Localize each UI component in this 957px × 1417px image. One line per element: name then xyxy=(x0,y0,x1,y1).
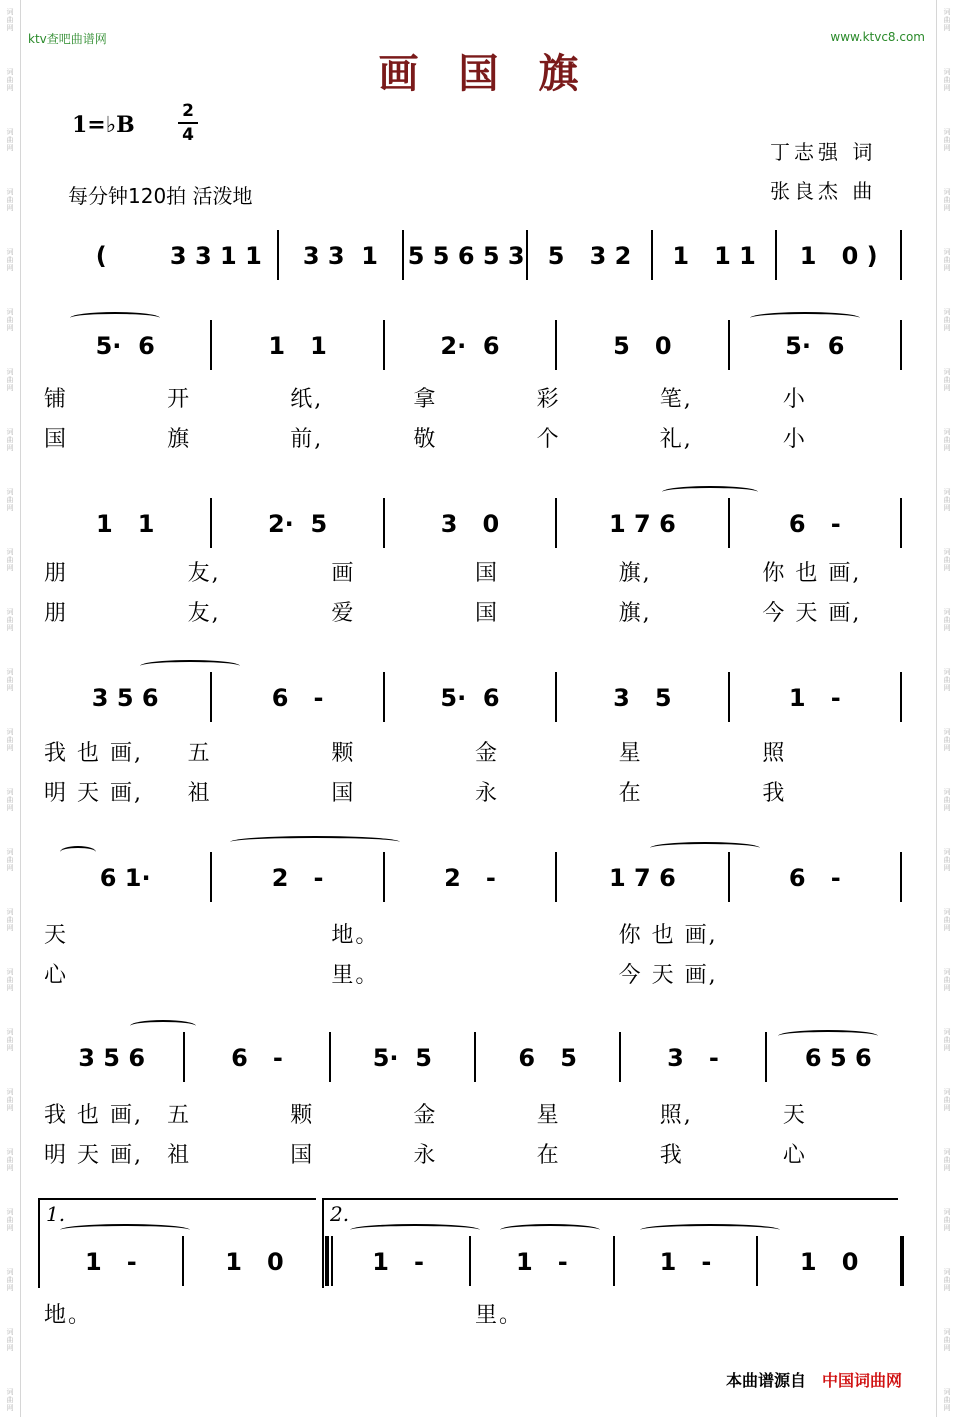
note-group: 6 - xyxy=(271,684,324,712)
left-site-label[interactable]: ktv查吧曲谱网 xyxy=(28,32,107,46)
bar-line xyxy=(210,852,212,902)
lyric-syllable: 今 天 画, xyxy=(618,963,718,988)
bar-line xyxy=(210,498,212,548)
note-group: 3 5 6 xyxy=(91,684,159,712)
note-group: 5 3 2 xyxy=(547,242,632,270)
lyric-syllable: 五 xyxy=(167,1103,192,1128)
right-watermark-strip xyxy=(936,0,957,1417)
slur-mark xyxy=(130,1020,196,1032)
watermark-text: 词 曲 网 xyxy=(6,1388,14,1412)
watermark-text: 词 曲 网 xyxy=(6,128,14,152)
note-group: 1 7 6 xyxy=(608,510,676,538)
note-group: 2· 6 xyxy=(440,332,500,360)
lyric-syllable: 天 xyxy=(782,1103,807,1128)
bar-line xyxy=(402,230,404,280)
lyric-syllable: 前, xyxy=(290,427,324,452)
time-signature-top: 2 xyxy=(182,101,194,121)
lyric-syllable: 开 xyxy=(167,387,192,412)
bar-line xyxy=(728,672,730,722)
watermark-text: 词 曲 网 xyxy=(943,1028,951,1052)
bar-line xyxy=(329,1032,331,1082)
note-group: 1 - xyxy=(515,1248,568,1276)
key-signature: 1=♭B xyxy=(72,112,135,138)
watermark-text: 词 曲 网 xyxy=(943,1388,951,1412)
bar-line xyxy=(555,498,557,548)
note-group: 6 - xyxy=(788,864,841,892)
bar-line xyxy=(210,672,212,722)
lyric-syllable: 友, xyxy=(187,601,221,626)
note-group: 1 - xyxy=(788,684,841,712)
watermark-text: 词 曲 网 xyxy=(943,1328,951,1352)
bar-line xyxy=(555,852,557,902)
lyric-syllable: 永 xyxy=(475,781,500,806)
first-ending-label: 1. xyxy=(46,1202,66,1226)
lyric-syllable: 彩 xyxy=(536,387,561,412)
watermark-text: 词 曲 网 xyxy=(6,968,14,992)
slur-mark xyxy=(650,842,760,854)
watermark-text: 词 曲 网 xyxy=(6,1088,14,1112)
lyric-syllable: 拿 xyxy=(413,387,438,412)
watermark-text: 词 曲 网 xyxy=(6,248,14,272)
slur-mark xyxy=(662,486,758,498)
lyric-syllable: 画 xyxy=(331,561,356,586)
lyric-syllable: 爱 xyxy=(331,601,356,626)
lyric-syllable: 旗, xyxy=(618,561,652,586)
note-group: 1 - xyxy=(659,1248,712,1276)
bar-line xyxy=(383,320,385,370)
watermark-text: 词 曲 网 xyxy=(6,1328,14,1352)
lyric-syllable: 颗 xyxy=(331,741,356,766)
slur-mark xyxy=(350,1224,480,1236)
bar-line xyxy=(728,852,730,902)
lyric-syllable: 明 天 画, xyxy=(44,1143,143,1168)
lyric-syllable: 你 也 画, xyxy=(618,923,718,948)
note-group: 6 1· xyxy=(99,864,151,892)
source-site-link[interactable]: 中国词曲网 xyxy=(822,1371,903,1390)
note-group: 3 5 xyxy=(613,684,672,712)
watermark-text: 词 曲 网 xyxy=(943,488,951,512)
note-group: 5· 5 xyxy=(372,1044,432,1072)
note-group: 1 0 ) xyxy=(799,242,878,270)
watermark-text: 词 曲 网 xyxy=(6,1148,14,1172)
lyric-syllable: 旗, xyxy=(618,601,652,626)
lyric-syllable: 小 xyxy=(782,387,807,412)
lyric-syllable: 地。 xyxy=(331,923,380,948)
lyric-syllable: 地。 xyxy=(44,1303,93,1328)
bar-line xyxy=(619,1032,621,1082)
watermark-text: 词 曲 网 xyxy=(6,728,14,752)
note-group: 1 0 xyxy=(799,1248,859,1276)
watermark-text: 词 曲 网 xyxy=(6,848,14,872)
lyric-syllable: 颗 xyxy=(290,1103,315,1128)
watermark-text: 词 曲 网 xyxy=(6,368,14,392)
note-group: 1 1 1 xyxy=(672,242,756,270)
watermark-text: 词 曲 网 xyxy=(943,8,951,32)
lyric-syllable: 礼, xyxy=(659,427,693,452)
note-group: 6 - xyxy=(788,510,841,538)
lyric-syllable: 旗 xyxy=(167,427,192,452)
lyric-syllable: 个 xyxy=(536,427,561,452)
lyric-syllable: 我 也 画, xyxy=(44,1103,143,1128)
note-group: 5· 6 xyxy=(95,332,155,360)
bar-line xyxy=(526,230,528,280)
watermark-text: 词 曲 网 xyxy=(6,488,14,512)
final-bar-line xyxy=(900,1236,904,1286)
lyric-syllable: 国 xyxy=(331,781,356,806)
bar-line xyxy=(900,672,902,722)
lyric-syllable: 朋 xyxy=(44,601,69,626)
bar-line xyxy=(728,320,730,370)
watermark-text: 词 曲 网 xyxy=(6,548,14,572)
lyric-syllable: 祖 xyxy=(167,1143,192,1168)
note-group: 5 5 6 5 3 xyxy=(407,242,525,270)
source-label: 本曲谱源自 xyxy=(726,1371,807,1390)
watermark-text: 词 曲 网 xyxy=(6,428,14,452)
slur-mark xyxy=(500,1224,600,1236)
watermark-text: 词 曲 网 xyxy=(943,848,951,872)
lyric-syllable: 友, xyxy=(187,561,221,586)
second-ending-bracket xyxy=(322,1198,898,1288)
note-group: 3 3 1 1 xyxy=(169,242,262,270)
lyric-syllable: 星 xyxy=(618,741,643,766)
slur-mark xyxy=(60,1224,190,1236)
watermark-text: 词 曲 网 xyxy=(943,128,951,152)
lyric-syllable: 祖 xyxy=(187,781,212,806)
note-group: 5 0 xyxy=(613,332,672,360)
note-group: 6 5 xyxy=(518,1044,577,1072)
slur-mark xyxy=(640,1224,780,1236)
watermark-text: 词 曲 网 xyxy=(943,968,951,992)
watermark-text: 词 曲 网 xyxy=(943,788,951,812)
lyric-syllable: 国 xyxy=(290,1143,315,1168)
lyric-syllable: 国 xyxy=(475,601,500,626)
bar-line xyxy=(383,852,385,902)
lyric-syllable: 在 xyxy=(536,1143,561,1168)
watermark-text: 词 曲 网 xyxy=(943,428,951,452)
lyric-syllable: 你 也 画, xyxy=(762,561,862,586)
bar-line xyxy=(383,672,385,722)
note-group: 1 - xyxy=(372,1248,425,1276)
note-group: ( xyxy=(95,242,107,270)
note-group: 1 1 xyxy=(268,332,327,360)
bar-line xyxy=(728,498,730,548)
watermark-text: 词 曲 网 xyxy=(943,248,951,272)
bar-line xyxy=(383,498,385,548)
bar-line xyxy=(555,672,557,722)
note-group: 3 0 xyxy=(440,510,500,538)
note-group: 1 0 xyxy=(225,1248,284,1276)
lyric-syllable: 笔, xyxy=(659,387,693,412)
composer-credit: 张良杰 曲 xyxy=(770,179,877,203)
second-ending-label: 2. xyxy=(330,1202,350,1226)
lyric-syllable: 里。 xyxy=(331,963,380,988)
bar-line xyxy=(555,320,557,370)
lyric-syllable: 我 xyxy=(762,781,787,806)
watermark-text: 词 曲 网 xyxy=(6,308,14,332)
tempo-marking: 每分钟120拍 活泼地 xyxy=(68,184,253,208)
watermark-text: 词 曲 网 xyxy=(943,368,951,392)
bar-line xyxy=(775,230,777,280)
lyric-syllable: 星 xyxy=(536,1103,561,1128)
note-group: 2 - xyxy=(271,864,324,892)
watermark-text: 词 曲 网 xyxy=(943,608,951,632)
watermark-text: 词 曲 网 xyxy=(6,1208,14,1232)
time-signature-bottom: 4 xyxy=(182,125,194,145)
bar-line xyxy=(210,320,212,370)
note-group: 1 1 xyxy=(95,510,155,538)
song-title: 画国旗 xyxy=(378,51,619,97)
lyric-syllable: 国 xyxy=(475,561,500,586)
slur-mark xyxy=(140,660,240,672)
bar-line xyxy=(900,498,902,548)
watermark-text: 词 曲 网 xyxy=(943,668,951,692)
lyric-syllable: 天 xyxy=(44,923,69,948)
watermark-text: 词 曲 网 xyxy=(943,1148,951,1172)
source-footer xyxy=(726,1368,902,1391)
lyricist-credit: 丁志强 词 xyxy=(770,140,877,164)
note-group: 5· 6 xyxy=(440,684,500,712)
first-ending-bracket xyxy=(38,1198,316,1288)
lyric-syllable: 纸, xyxy=(290,387,324,412)
watermark-text: 词 曲 网 xyxy=(6,908,14,932)
lyric-syllable: 金 xyxy=(475,741,500,766)
watermark-text: 词 曲 网 xyxy=(943,1208,951,1232)
left-watermark-strip xyxy=(0,0,21,1417)
slur-mark xyxy=(230,836,400,848)
watermark-text: 词 曲 网 xyxy=(943,308,951,332)
bar-line xyxy=(277,230,279,280)
bar-line xyxy=(765,1032,767,1082)
lyric-syllable: 国 xyxy=(44,427,69,452)
note-group: 6 5 6 xyxy=(804,1044,872,1072)
note-group: 3 5 6 xyxy=(78,1044,146,1072)
watermark-text: 词 曲 网 xyxy=(943,908,951,932)
watermark-text: 词 曲 网 xyxy=(6,788,14,812)
lyric-syllable: 小 xyxy=(782,427,807,452)
bar-line xyxy=(900,320,902,370)
lyric-syllable: 我 xyxy=(659,1143,684,1168)
bar-line xyxy=(651,230,653,280)
watermark-text: 词 曲 网 xyxy=(6,608,14,632)
lyric-syllable: 五 xyxy=(187,741,212,766)
lyric-syllable: 里。 xyxy=(475,1303,524,1328)
note-group: 3 - xyxy=(667,1044,719,1072)
watermark-text: 词 曲 网 xyxy=(943,68,951,92)
time-signature xyxy=(176,100,200,146)
lyric-syllable: 心 xyxy=(782,1143,807,1168)
lyric-syllable: 今 天 画, xyxy=(762,601,862,626)
watermark-text: 词 曲 网 xyxy=(6,68,14,92)
lyric-syllable: 在 xyxy=(618,781,643,806)
note-group: 5· 6 xyxy=(785,332,845,360)
note-group: 6 - xyxy=(231,1044,283,1072)
lyric-syllable: 金 xyxy=(413,1103,438,1128)
watermark-text: 词 曲 网 xyxy=(943,1268,951,1292)
note-group: 1 7 6 xyxy=(608,864,676,892)
watermark-text: 词 曲 网 xyxy=(6,1268,14,1292)
lyric-syllable: 照, xyxy=(659,1103,693,1128)
note-group: 2· 5 xyxy=(267,510,328,538)
bar-line xyxy=(474,1032,476,1082)
lyric-syllable: 照 xyxy=(762,741,787,766)
lyric-syllable: 敬 xyxy=(413,427,438,452)
slur-mark xyxy=(778,1030,878,1042)
right-site-label[interactable]: www.ktvc8.com xyxy=(830,30,925,44)
watermark-text: 词 曲 网 xyxy=(943,548,951,572)
bar-line xyxy=(183,1032,185,1082)
lyric-syllable: 心 xyxy=(44,963,69,988)
bar-line xyxy=(900,852,902,902)
note-group: 1 - xyxy=(84,1248,137,1276)
lyric-syllable: 明 天 画, xyxy=(44,781,143,806)
slur-mark xyxy=(750,312,860,324)
watermark-text: 词 曲 网 xyxy=(943,188,951,212)
watermark-text: 词 曲 网 xyxy=(943,1088,951,1112)
lyric-syllable: 铺 xyxy=(44,387,69,412)
bar-line xyxy=(900,230,902,280)
slur-mark xyxy=(70,312,160,324)
note-group: 2 - xyxy=(444,864,496,892)
lyric-syllable: 我 也 画, xyxy=(44,741,143,766)
watermark-text: 词 曲 网 xyxy=(6,1028,14,1052)
watermark-text: 词 曲 网 xyxy=(6,188,14,212)
lyric-syllable: 朋 xyxy=(44,561,69,586)
slur-mark xyxy=(60,846,96,858)
note-group: 3 3 1 xyxy=(302,242,378,270)
lyric-syllable: 永 xyxy=(413,1143,438,1168)
watermark-text: 词 曲 网 xyxy=(943,728,951,752)
watermark-text: 词 曲 网 xyxy=(6,668,14,692)
watermark-text: 词 曲 网 xyxy=(6,8,14,32)
